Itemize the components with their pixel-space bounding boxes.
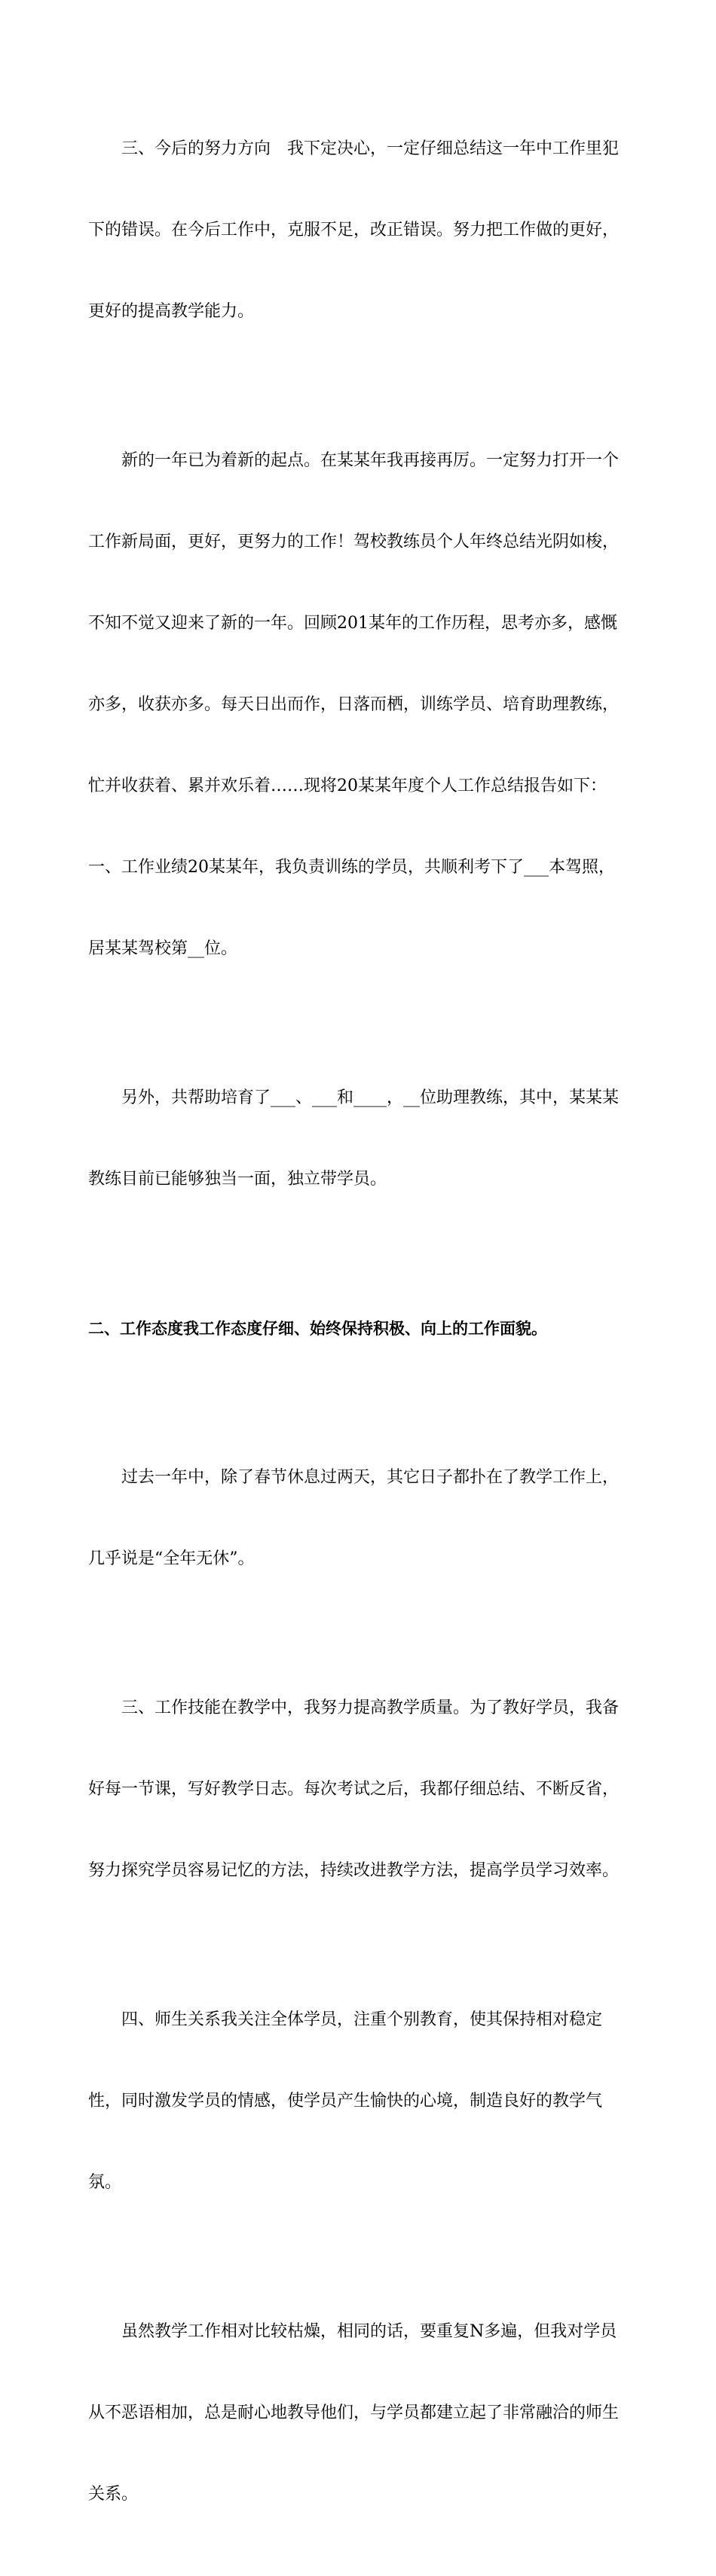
- text-line: 另外，共帮助培育了___、___和____，__位助理教练，其中，某某某: [121, 1088, 620, 1107]
- heading-line: 二、工作态度我工作态度仔细、始终保持积极、向上的工作面貌。: [88, 1320, 547, 1338]
- paragraph-past-year: [88, 1410, 629, 1627]
- text-line: 好每一节课，写好教学日志。每次考试之后，我都仔细总结、不断反省，: [88, 1780, 620, 1799]
- paragraph-work-skills: [88, 1641, 629, 1939]
- paragraph-new-year: [88, 393, 629, 1017]
- text-line: 更好的提高教学能力。: [88, 302, 255, 321]
- text-line: 四、师生关系我关注全体学员，注重个别教育，使其保持相对稳定: [121, 2010, 603, 2029]
- text-line: 三、今后的努力方向 我下定决心，一定仔细总结这一年中工作里犯: [121, 139, 620, 158]
- text-line: 一、工作业绩20某某年，我负责训练的学员，共顺利考下了___本驾照，: [88, 858, 615, 877]
- text-line: 关系。: [88, 2485, 139, 2504]
- paragraph-assistant-coaches: [88, 1030, 629, 1247]
- text-line: 居某某驾校第__位。: [88, 939, 238, 958]
- text-line: 从不恶语相加，总是耐心地教导他们，与学员都建立起了非常融洽的师生: [88, 2404, 620, 2422]
- text-line: 努力探究学员容易记忆的方法，持续改进教学方法，提高学员学习效率。: [88, 1861, 620, 1880]
- text-line: 忙并收获着、累并欢乐着……现将20某某年度个人工作总结报告如下：: [88, 777, 607, 795]
- paragraph-patience: [88, 2264, 629, 2562]
- text-line: 三、工作技能在教学中，我努力提高教学质量。为了教好学员，我备: [121, 1699, 620, 1717]
- text-line: 性，同时激发学员的情感，使学员产生愉快的心境，制造良好的教学气: [88, 2092, 603, 2111]
- text-line: 虽然教学工作相对比较枯燥，相同的话，要重复N多遍，但我对学员: [121, 2322, 617, 2341]
- text-line: 几乎说是“全年无休”。: [88, 1549, 255, 1568]
- document-body: [88, 81, 629, 2576]
- text-line: 教练目前已能够独当一面，独立带学员。: [88, 1170, 387, 1189]
- paragraph-future-direction: [88, 81, 629, 380]
- text-line: 不知不觉又迎来了新的一年。回顾201某年的工作历程，思考亦多，感慨: [88, 614, 617, 633]
- text-line: 新的一年已为着新的起点。在某某年我再接再厉。一定努力打开一个: [121, 451, 620, 470]
- text-line: 下的错误。在今后工作中，克服不足，改正错误。努力把工作做的更好，: [88, 221, 620, 240]
- text-line: 工作新局面，更好，更努力的工作！驾校教练员个人年终总结光阴如梭，: [88, 533, 620, 551]
- text-line: 过去一年中，除了春节休息过两天，其它日子都扑在了教学工作上，: [121, 1468, 620, 1487]
- text-line: 氛。: [88, 2173, 122, 2192]
- section-heading-work-attitude: [88, 1261, 629, 1396]
- paragraph-teacher-student: [88, 1952, 629, 2251]
- text-line: 亦多，收获亦多。每天日出而作，日落而栖，训练学员、培育助理教练，: [88, 695, 620, 714]
